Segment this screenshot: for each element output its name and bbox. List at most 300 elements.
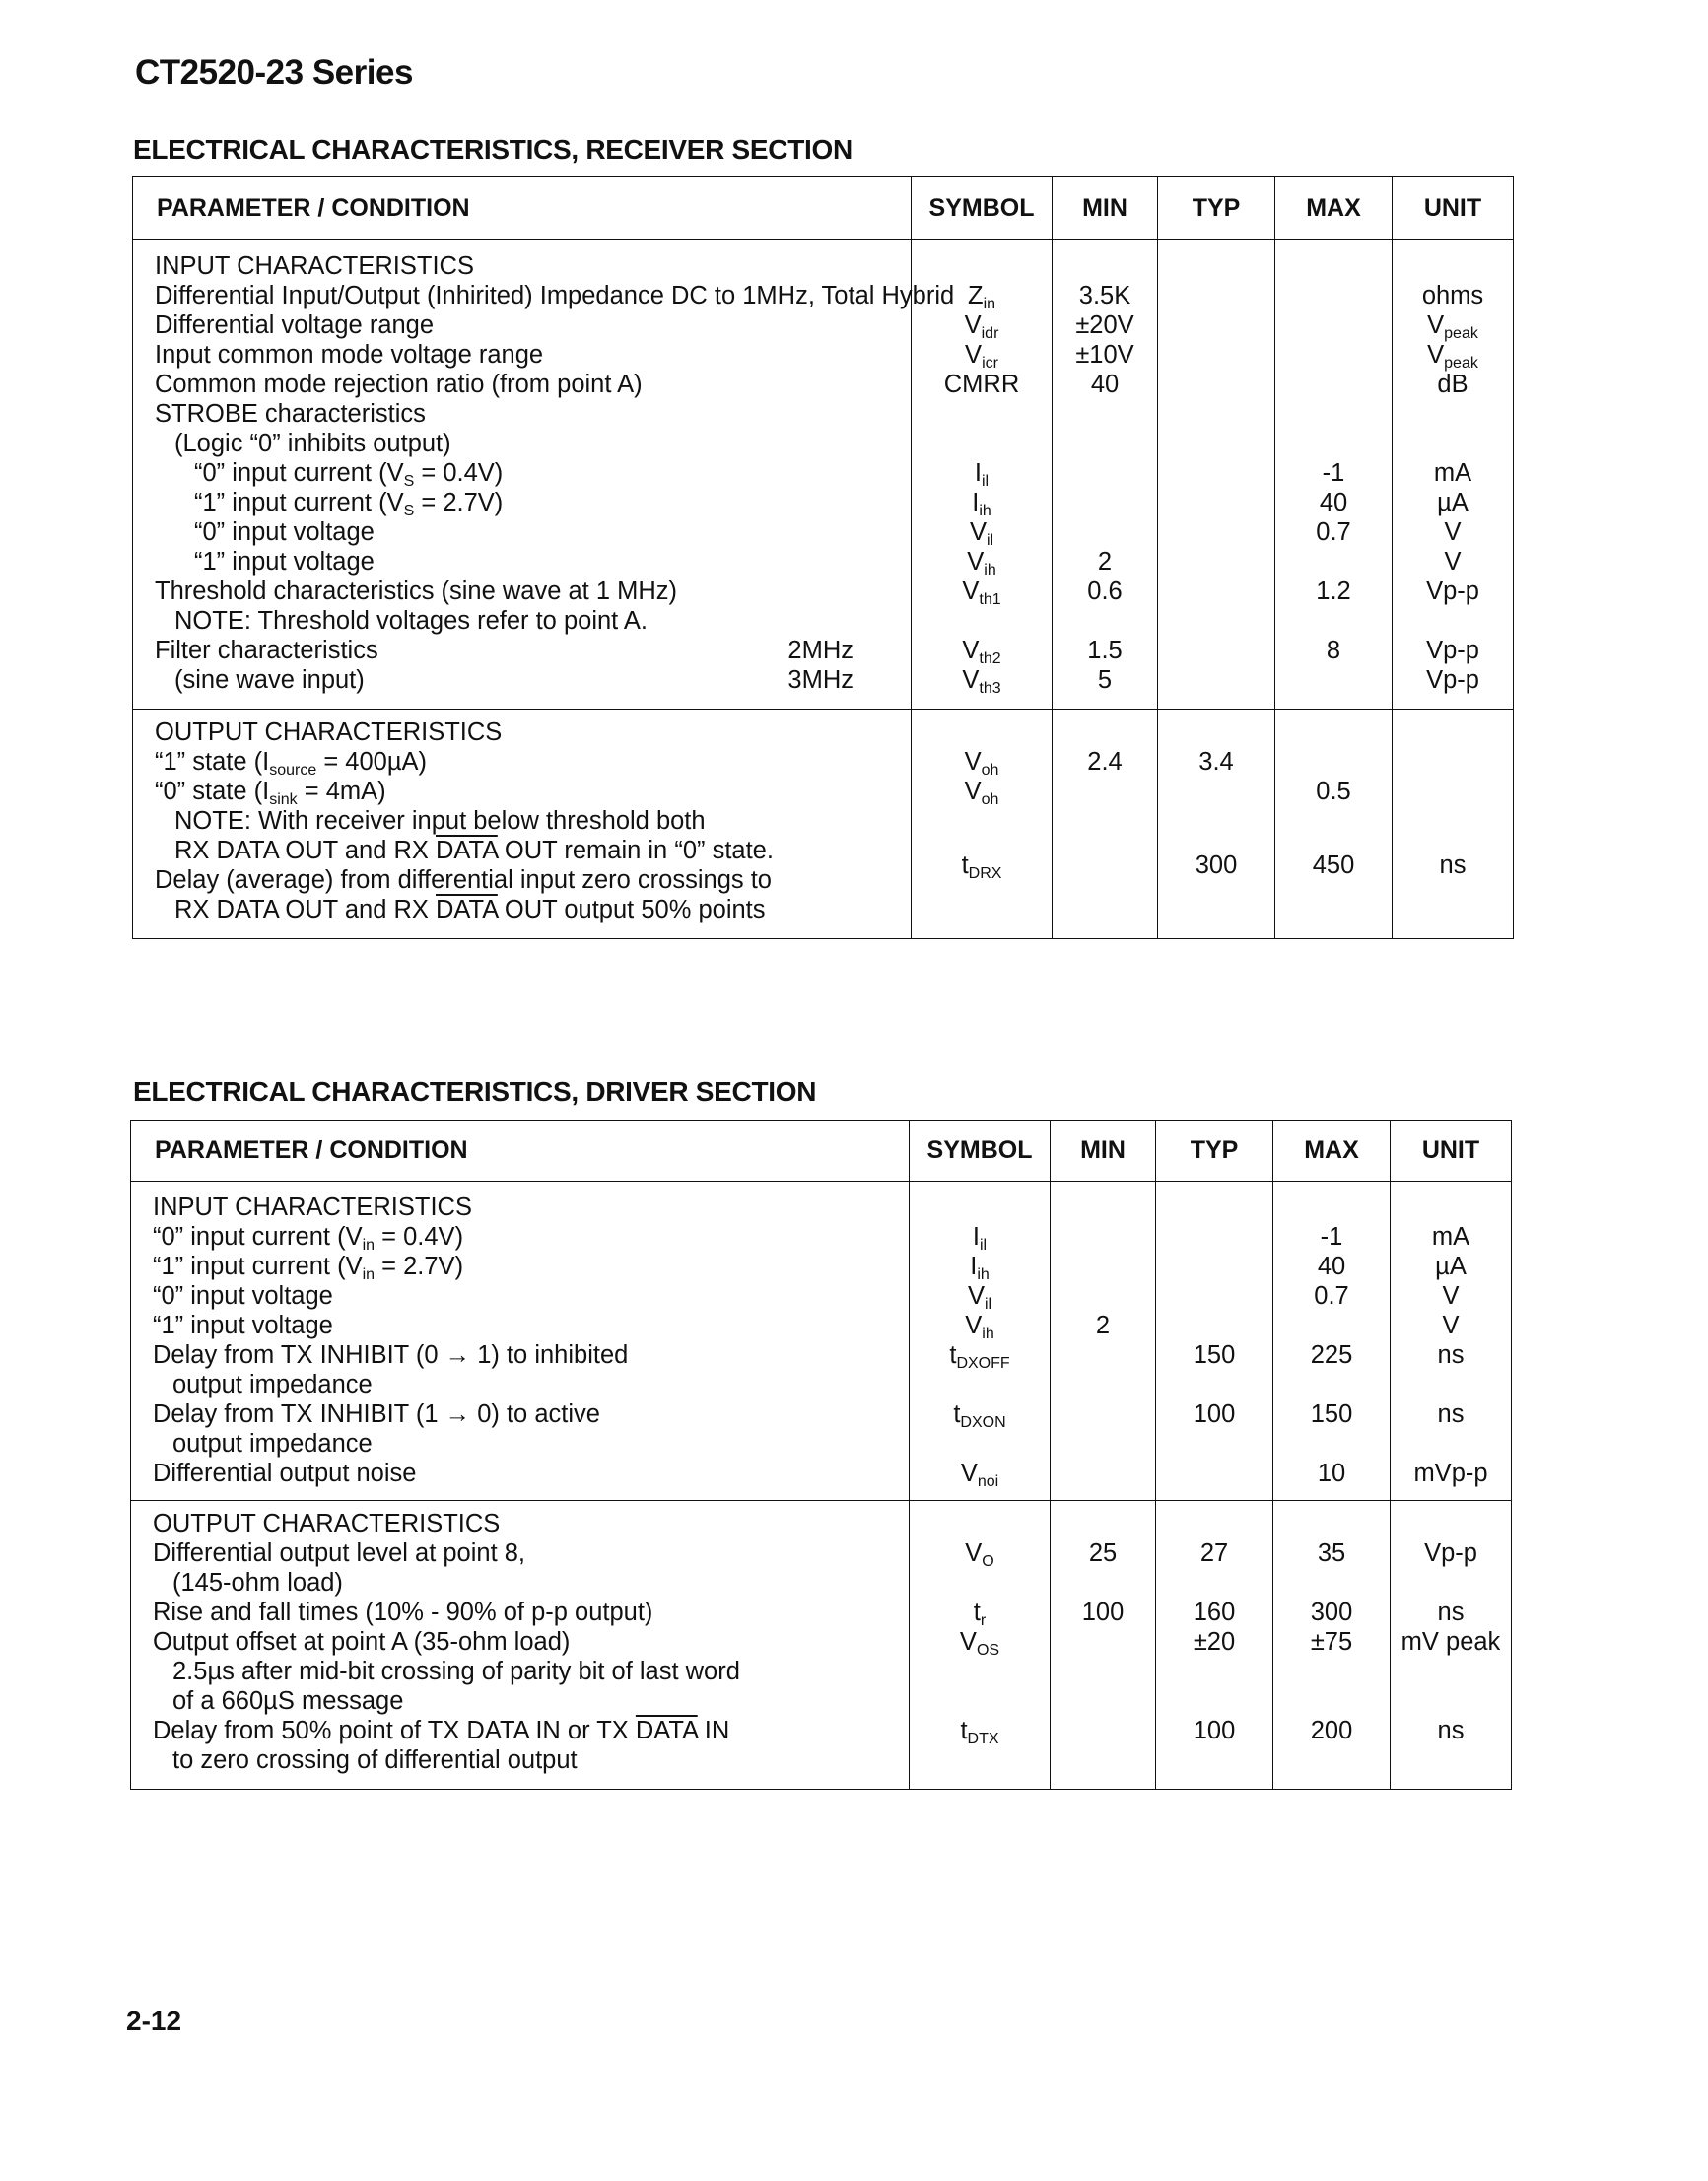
parameter-text: Input common mode voltage range [155, 341, 544, 369]
symbol-cell [912, 777, 1052, 806]
typ-value-cell [1156, 1252, 1272, 1281]
symbol-cell [910, 1657, 1050, 1686]
symbol-cell [912, 310, 1052, 340]
min-value-cell [1051, 1657, 1155, 1686]
parameter-text: output impedance [172, 1430, 373, 1458]
blank-cell [1275, 251, 1392, 281]
max-value-cell [1275, 399, 1392, 429]
max-value-cell [1273, 1429, 1390, 1459]
symbol-subscript: th3 [979, 680, 1001, 697]
symbol-subscript: r [980, 1612, 987, 1629]
unit-cell [1391, 1538, 1511, 1568]
parameter-row [133, 399, 911, 429]
unit-cell [1393, 606, 1513, 636]
max-value-cell [1273, 1340, 1390, 1370]
col-header-min: MIN [1051, 1121, 1156, 1182]
symbol-text: V [962, 666, 980, 694]
parameter-text-tail: IN [697, 1717, 730, 1744]
blank-cell [1393, 717, 1513, 747]
unit-cell [1393, 488, 1513, 517]
parameter-row [133, 577, 911, 606]
symbol-text: t [949, 1341, 957, 1369]
parameter-text-tail: = 2.7V) [414, 489, 504, 516]
parameter-row [131, 1222, 909, 1252]
typ-value: 150 [1193, 1341, 1236, 1369]
col-header-min: MIN [1053, 177, 1158, 240]
unit-text: ns [1437, 1400, 1465, 1428]
typ-value-cell [1158, 370, 1274, 399]
unit-text: Vp-p [1424, 1539, 1477, 1567]
min-value-cell [1053, 895, 1157, 924]
parameter-text: “0” input voltage [153, 1282, 333, 1310]
group-heading [131, 1193, 909, 1222]
col-header-symbol: SYMBOL [910, 1121, 1051, 1182]
max-value-cell [1275, 665, 1392, 695]
unit-cell [1391, 1252, 1511, 1281]
symbol-subscript: th2 [979, 650, 1001, 667]
max-value: 1.2 [1316, 578, 1351, 605]
symbol-subscript: O [982, 1553, 994, 1570]
max-value-cell [1273, 1686, 1390, 1716]
blank-cell [1273, 1193, 1390, 1222]
unit-text: Vp-p [1426, 666, 1479, 694]
parameter-row [131, 1716, 909, 1745]
typ-value-cell [1158, 806, 1274, 836]
parameter-text-tail: = 400µA) [316, 748, 428, 776]
symbol-text: V [965, 341, 983, 369]
parameter-text-tail: OUT output 50% points [497, 896, 766, 923]
min-value: 0.6 [1087, 578, 1123, 605]
typ-value-cell [1158, 747, 1274, 777]
parameter-subscript: source [269, 762, 317, 779]
typ-value-cell [1156, 1627, 1272, 1657]
delay-symbol-subscript: DRX [968, 865, 1002, 882]
parameter-text: Differential output noise [153, 1460, 417, 1487]
max-value-cell [1275, 636, 1392, 665]
unit-cell [1391, 1281, 1511, 1311]
min-value: 2 [1097, 548, 1113, 576]
min-value-cell [1051, 1598, 1155, 1627]
symbol-cell [912, 429, 1052, 458]
min-value: 3.5K [1078, 282, 1131, 309]
max-value-cell [1275, 606, 1392, 636]
unit-text: V [1444, 518, 1462, 546]
min-value: ±10V [1075, 341, 1134, 369]
symbol-cell [912, 370, 1052, 399]
max-value-cell [1273, 1370, 1390, 1399]
symbol-cell [910, 1311, 1050, 1340]
parameter-row [133, 281, 955, 310]
min-value-cell [1051, 1311, 1155, 1340]
symbol-subscript: ih [977, 1266, 990, 1283]
parameter-text: to zero crossing of differential output [172, 1746, 578, 1774]
parameter-subscript: S [403, 473, 415, 490]
parameter-row [131, 1399, 909, 1429]
parameter-row [131, 1657, 909, 1686]
typ-value: 100 [1193, 1717, 1236, 1744]
blank-cell [910, 1509, 1050, 1538]
group-heading [131, 1509, 909, 1538]
unit-cell [1391, 1311, 1511, 1340]
unit-cell [1393, 851, 1513, 880]
symbol-subscript: icr [982, 355, 998, 372]
symbol-cell [910, 1370, 1050, 1399]
min-value: 2.4 [1087, 748, 1123, 776]
max-value-cell [1275, 488, 1392, 517]
parameter-row [131, 1568, 909, 1598]
unit-cell [1393, 747, 1513, 777]
max-value-cell [1275, 429, 1392, 458]
symbol-cell [910, 1538, 1050, 1568]
unit-cell [1393, 370, 1513, 399]
symbol-text: V [959, 1628, 977, 1656]
max-value-cell [1275, 747, 1392, 777]
max-value-cell [1275, 851, 1392, 880]
min-value-cell [1053, 577, 1157, 606]
max-value-cell [1275, 517, 1392, 547]
min-value-cell [1051, 1686, 1155, 1716]
symbol-text: V [965, 1312, 983, 1339]
max-value-cell [1275, 577, 1392, 606]
parameter-text: “1” input voltage [153, 1312, 333, 1339]
symbol-subscript: noi [977, 1473, 999, 1490]
max-value: -1 [1322, 459, 1345, 487]
parameter-row [133, 370, 911, 399]
max-value-cell [1273, 1281, 1390, 1311]
unit-text: mV peak [1401, 1628, 1501, 1656]
parameter-text: Filter characteristics [155, 637, 378, 664]
receiver-input-group [133, 240, 1514, 710]
min-value-cell [1053, 458, 1157, 488]
typ-value-cell [1158, 665, 1274, 695]
parameter-text: Delay from 50% point of TX DATA IN or TX [153, 1717, 636, 1744]
min-value-cell [1051, 1627, 1155, 1657]
symbol-text: V [962, 637, 980, 664]
table-header-row [133, 177, 1514, 240]
symbol-text: V [964, 778, 982, 805]
min-value-cell [1053, 281, 1157, 310]
unit-cell [1393, 895, 1513, 924]
min-value-cell [1051, 1281, 1155, 1311]
min-value: ±20V [1075, 311, 1134, 339]
typ-value-cell [1158, 488, 1274, 517]
delay-typ: 300 [1195, 852, 1238, 879]
unit-cell [1391, 1657, 1511, 1686]
typ-value-cell [1156, 1281, 1272, 1311]
symbol-cell [912, 577, 1052, 606]
symbol-text: V [967, 548, 985, 576]
max-value: -1 [1320, 1223, 1343, 1251]
parameter-text: Delay from TX INHIBIT (0 → 1) to inhibited [153, 1341, 629, 1369]
col-header-unit: UNIT [1393, 177, 1514, 240]
min-value: 5 [1097, 666, 1113, 694]
typ-value-cell [1158, 517, 1274, 547]
parameter-text: Threshold characteristics (sine wave at 1 MHz) [155, 578, 678, 605]
typ-value-cell [1156, 1745, 1272, 1775]
max-value: 0.5 [1316, 778, 1351, 805]
symbol-cell [912, 636, 1052, 665]
unit-cell [1391, 1340, 1511, 1370]
typ-value-cell [1156, 1538, 1272, 1568]
parameter-row [133, 665, 911, 695]
min-value-cell [1053, 606, 1157, 636]
min-value-cell [1053, 399, 1157, 429]
symbol-cell [910, 1686, 1050, 1716]
typ-value-cell [1156, 1657, 1272, 1686]
unit-cell [1393, 310, 1513, 340]
receiver-characteristics-table [132, 176, 1514, 939]
min-value-cell [1053, 806, 1157, 836]
typ-value-cell [1158, 606, 1274, 636]
symbol-cell [912, 399, 1052, 429]
blank-cell [1273, 1509, 1390, 1538]
unit-cell [1393, 281, 1513, 310]
group-heading [133, 717, 911, 747]
max-value-cell [1273, 1311, 1390, 1340]
unit-subscript: peak [1444, 325, 1478, 342]
min-value-cell [1053, 340, 1157, 370]
unit-cell [1393, 577, 1513, 606]
parameter-subscript: in [362, 1266, 376, 1283]
max-value-cell [1273, 1399, 1390, 1429]
receiver-output-group [133, 710, 1514, 939]
parameter-text: “0” input current (V [153, 1223, 363, 1251]
symbol-subscript: th1 [979, 591, 1001, 608]
parameter-text: “1” state (I [155, 748, 270, 776]
group-heading-text: OUTPUT CHARACTERISTICS [153, 1510, 501, 1537]
parameter-text: Output offset at point A (35-ohm load) [153, 1628, 571, 1656]
min-value-cell [1053, 836, 1157, 865]
group-heading [133, 251, 911, 281]
max-value: 40 [1319, 489, 1348, 516]
min-value-cell [1051, 1222, 1155, 1252]
symbol-subscript: ih [984, 562, 996, 579]
parameter-text: 2.5µs after mid-bit crossing of parity bit of last word [172, 1658, 740, 1685]
symbol-text: I [972, 1223, 980, 1251]
parameter-row [131, 1538, 909, 1568]
symbol-text: Z [967, 282, 984, 309]
delay-unit: ns [1439, 852, 1467, 879]
max-value-cell [1275, 777, 1392, 806]
parameter-row [131, 1686, 909, 1716]
overline-signal: DATA [635, 1717, 698, 1744]
parameter-row [133, 865, 911, 895]
parameter-row [131, 1627, 909, 1657]
parameter-text-tail: = 2.7V) [375, 1253, 464, 1280]
parameter-row [133, 836, 911, 865]
min-value-cell [1051, 1340, 1155, 1370]
max-value-cell [1273, 1252, 1390, 1281]
unit-text: ns [1437, 1599, 1465, 1626]
symbol-cell [910, 1252, 1050, 1281]
min-value-cell [1051, 1459, 1155, 1488]
symbol-cell [912, 606, 1052, 636]
typ-value-cell [1156, 1429, 1272, 1459]
symbol-text: V [969, 518, 987, 546]
symbol-text: t [960, 1717, 968, 1744]
blank-cell [1391, 1509, 1511, 1538]
symbol-subscript: il [984, 1296, 992, 1313]
unit-cell [1391, 1598, 1511, 1627]
parameter-row [131, 1311, 909, 1340]
parameter-text: “1” input current (V [194, 489, 404, 516]
page-number: 2-12 [126, 2006, 182, 2036]
typ-value-cell [1158, 895, 1274, 924]
group-heading-text: INPUT CHARACTERISTICS [153, 1193, 472, 1221]
symbol-cell [910, 1429, 1050, 1459]
typ-value-cell [1158, 281, 1274, 310]
typ-value-cell [1156, 1598, 1272, 1627]
typ-value-cell [1158, 458, 1274, 488]
max-value-cell [1275, 458, 1392, 488]
unit-cell [1391, 1686, 1511, 1716]
parameter-row [133, 606, 911, 636]
min-value: 25 [1088, 1539, 1118, 1567]
symbol-text: I [970, 1253, 978, 1280]
col-header-parameter: PARAMETER / CONDITION [133, 177, 912, 240]
max-value: 0.7 [1314, 1282, 1349, 1310]
frequency-label: 3MHz [787, 666, 854, 694]
max-value-cell [1273, 1222, 1390, 1252]
typ-value: ±20 [1193, 1628, 1236, 1656]
unit-cell [1391, 1627, 1511, 1657]
max-value-cell [1273, 1627, 1390, 1657]
parameter-row [133, 488, 911, 517]
symbol-cell [910, 1745, 1050, 1775]
typ-value-cell [1156, 1716, 1272, 1745]
min-value-cell [1051, 1538, 1155, 1568]
min-value-cell [1051, 1370, 1155, 1399]
parameter-text: (145-ohm load) [172, 1569, 343, 1597]
typ-value: 27 [1199, 1539, 1229, 1567]
unit-text: V [1442, 1312, 1460, 1339]
group-heading-text: OUTPUT CHARACTERISTICS [155, 718, 503, 746]
min-value-cell [1053, 547, 1157, 577]
min-value-cell [1051, 1399, 1155, 1429]
parameter-text: “0” input current (V [194, 459, 404, 487]
parameter-text: Differential Input/Output (Inhirited) Impedance DC to 1MHz, Total Hybrid [155, 282, 955, 309]
unit-text: Vp-p [1426, 637, 1479, 664]
symbol-cell [910, 1222, 1050, 1252]
max-value: 150 [1310, 1400, 1353, 1428]
typ-value-cell [1156, 1399, 1272, 1429]
unit-subscript: peak [1444, 355, 1478, 372]
symbol-text: V [960, 1460, 978, 1487]
unit-cell [1391, 1459, 1511, 1488]
symbol-text: I [972, 489, 980, 516]
symbol-text: I [974, 459, 982, 487]
blank-cell [1051, 1193, 1155, 1222]
unit-cell [1393, 547, 1513, 577]
driver-input-group [131, 1182, 1512, 1501]
symbol-subscript: DTX [967, 1731, 999, 1747]
parameter-text: output impedance [172, 1371, 373, 1398]
col-header-typ: TYP [1156, 1121, 1273, 1182]
symbol-subscript: OS [976, 1642, 1000, 1659]
max-value-cell [1273, 1657, 1390, 1686]
overline-signal: DATA [436, 837, 498, 864]
typ-value-cell [1158, 777, 1274, 806]
parameter-text: of a 660µS message [172, 1687, 404, 1715]
min-value-cell [1053, 429, 1157, 458]
symbol-text: V [964, 748, 982, 776]
typ-value-cell [1158, 310, 1274, 340]
max-value-cell [1275, 340, 1392, 370]
typ-value: 160 [1193, 1599, 1236, 1626]
parameter-text-tail: = 0.4V) [375, 1223, 464, 1251]
parameter-text: Rise and fall times (10% - 90% of p-p output) [153, 1599, 653, 1626]
min-value-cell [1053, 517, 1157, 547]
parameter-subscript: sink [269, 791, 298, 808]
unit-cell [1393, 806, 1513, 836]
group-heading-text: INPUT CHARACTERISTICS [155, 252, 474, 280]
unit-cell [1393, 340, 1513, 370]
driver-characteristics-table [130, 1120, 1512, 1790]
parameter-row [133, 636, 911, 665]
col-header-typ: TYP [1158, 177, 1275, 240]
parameter-text: Delay (average) from differential input zero crossings to [155, 866, 772, 894]
driver-output-group [131, 1501, 1512, 1790]
parameter-row [133, 806, 911, 836]
min-value-cell [1053, 636, 1157, 665]
min-value-cell [1053, 747, 1157, 777]
parameter-text: (Logic “0” inhibits output) [174, 430, 451, 457]
unit-cell [1393, 399, 1513, 429]
symbol-cell [912, 665, 1052, 695]
unit-cell [1393, 777, 1513, 806]
min-value-cell [1053, 310, 1157, 340]
symbol-subscript: oh [981, 762, 999, 779]
symbol-cell [910, 1598, 1050, 1627]
blank-cell [1156, 1509, 1272, 1538]
col-header-max: MAX [1273, 1121, 1391, 1182]
parameter-text-tail: = 4mA) [297, 778, 386, 805]
min-value-cell [1051, 1252, 1155, 1281]
unit-cell [1391, 1568, 1511, 1598]
symbol-cell [912, 547, 1052, 577]
symbol-subscript: DXOFF [956, 1355, 1010, 1372]
parameter-text: RX DATA OUT and RX [174, 896, 436, 923]
typ-value-cell [1158, 399, 1274, 429]
min-value-cell [1051, 1429, 1155, 1459]
parameter-row [133, 340, 911, 370]
unit-cell [1393, 665, 1513, 695]
parameter-text: STROBE characteristics [155, 400, 426, 428]
symbol-subscript: DXON [960, 1414, 1006, 1431]
symbol-text: V [965, 1539, 983, 1567]
symbol-cell [910, 1716, 1050, 1745]
col-header-symbol: SYMBOL [912, 177, 1053, 240]
unit-text: mA [1433, 459, 1472, 487]
max-value-cell [1273, 1745, 1390, 1775]
symbol-cell [912, 488, 1052, 517]
symbol-cell [910, 1399, 1050, 1429]
symbol-cell [912, 340, 1052, 370]
parameter-row [131, 1745, 909, 1775]
typ-value-cell [1156, 1459, 1272, 1488]
delay-sym: t [961, 852, 969, 879]
blank-cell [912, 251, 1052, 281]
unit-text: V [1442, 1282, 1460, 1310]
symbol-subscript: ih [982, 1326, 994, 1342]
blank-cell [1053, 251, 1157, 281]
unit-cell [1393, 458, 1513, 488]
max-value-cell [1273, 1598, 1390, 1627]
blank-cell [1391, 1193, 1511, 1222]
page-title: CT2520-23 Series [135, 53, 413, 92]
symbol-subscript: in [983, 296, 996, 312]
unit-text: µA [1435, 1253, 1467, 1280]
